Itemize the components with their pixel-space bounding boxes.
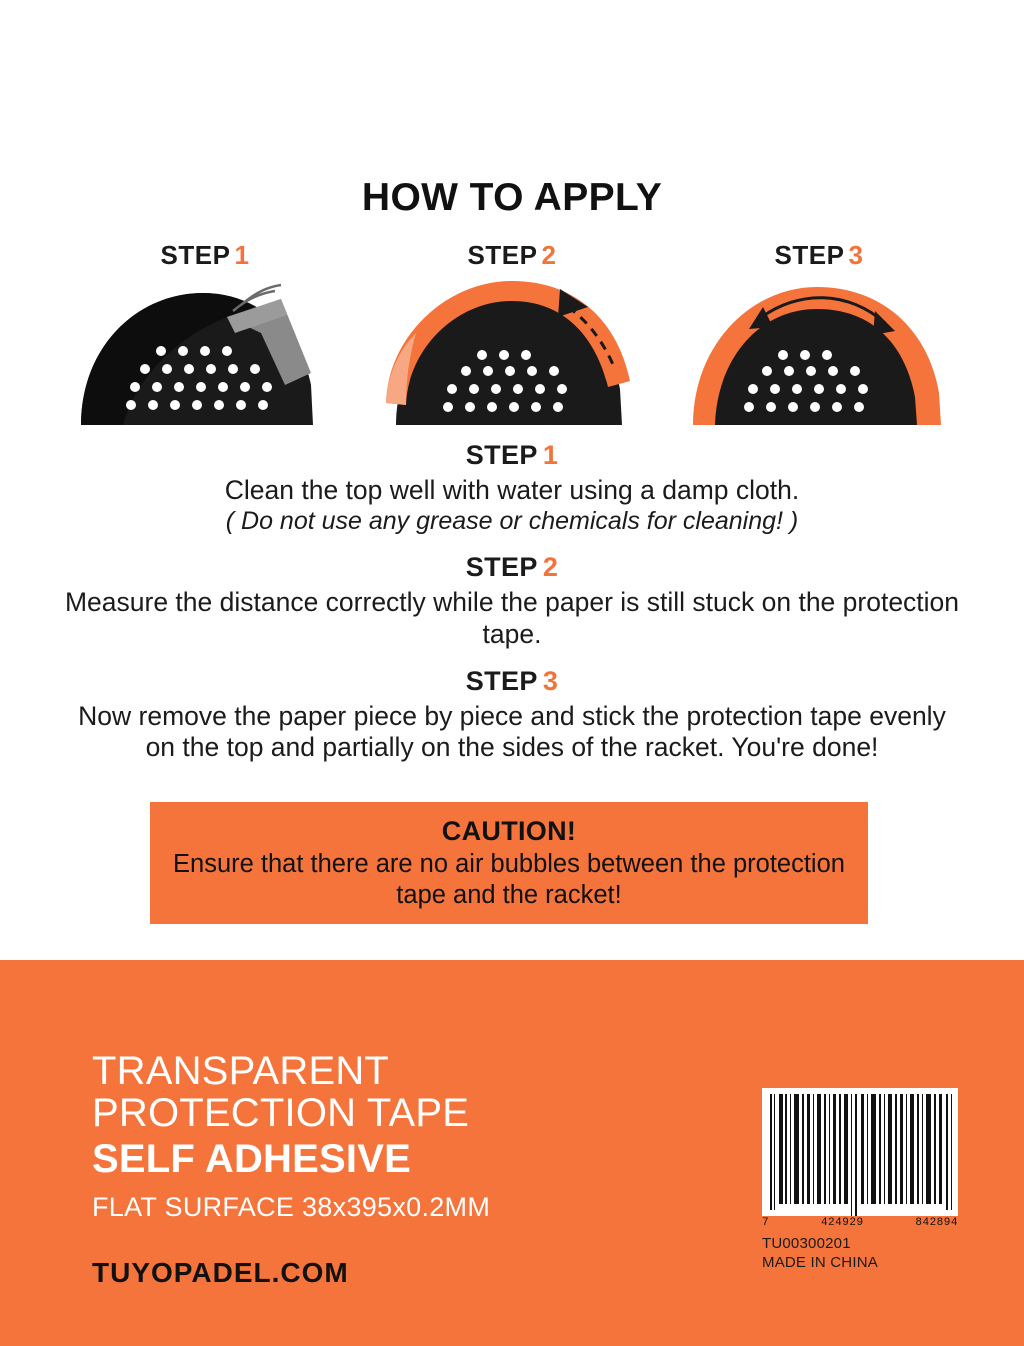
barcode-icon [762, 1088, 958, 1216]
instruction-step-1-heading [62, 440, 962, 471]
step-illustration-1-label: STEP [160, 240, 231, 270]
caution-banner [150, 802, 868, 924]
instruction-step-2-number: 2 [542, 552, 559, 583]
barcode-digit-left: 7 [762, 1217, 770, 1229]
instruction-step-2-heading [62, 552, 962, 583]
instructions-list [62, 440, 962, 779]
instruction-step-1-note: ( Do not use any grease or chemicals for cleaning! ) [225, 507, 799, 536]
barcode-digits [762, 1217, 958, 1229]
instruction-step-3-body: Now remove the paper piece by piece and stick the protection tape evenly on the top and partially on the sides of the racket. You're done! [78, 700, 946, 763]
racket-with-tape-applied-icon [689, 277, 949, 429]
barcode-digits-group1: 424929 [820, 1217, 864, 1229]
step-illustration-3 [674, 240, 964, 440]
instruction-step-2-label: STEP [465, 552, 538, 583]
barcode-block [762, 1088, 958, 1273]
page-title: HOW TO APPLY [361, 176, 663, 219]
instruction-step-1 [62, 440, 962, 536]
step-illustration-2-number: 2 [541, 240, 557, 270]
instruction-step-1-body: Clean the top well with water using a damp cloth. [224, 475, 800, 505]
step-illustration-3-caption [674, 240, 964, 271]
instruction-step-1-label: STEP [465, 440, 538, 470]
instruction-step-2 [62, 552, 962, 650]
step-illustration-1-caption [60, 240, 350, 271]
brand-website[interactable]: TUYOPADEL.COM [92, 1257, 349, 1288]
instruction-step-3-number: 3 [542, 665, 559, 696]
racket-with-tape-peeling-icon [382, 277, 642, 429]
hang-tab-area [0, 0, 1024, 140]
instruction-step-3-label: STEP [465, 665, 538, 696]
product-name-line3: SELF ADHESIVE [92, 1136, 411, 1181]
product-origin: MADE IN CHINA [762, 1253, 878, 1271]
instruction-step-3-heading [62, 666, 962, 697]
product-sku: TU00300201 [762, 1235, 851, 1252]
product-name-line2: PROTECTION TAPE [92, 1091, 470, 1136]
step-illustration-2-label: STEP [467, 240, 538, 270]
step-illustrations-row [60, 240, 964, 440]
step-illustration-2-caption [367, 240, 657, 271]
product-dimensions: FLAT SURFACE 38x395x0.2MM [92, 1191, 491, 1222]
step-illustration-3-label: STEP [774, 240, 845, 270]
barcode-digits-group2: 842894 [915, 1217, 958, 1229]
instruction-step-3 [62, 666, 962, 764]
caution-text: Ensure that there are no air bubbles between the protection tape and the racket! [173, 849, 845, 909]
hang-hole-icon [0, 0, 1024, 150]
instruction-step-1-number: 1 [542, 440, 559, 470]
step-illustration-1-number: 1 [234, 240, 250, 270]
product-name-line1: TRANSPARENT [92, 1049, 390, 1093]
product-title-block [92, 1050, 692, 1225]
step-illustration-3-number: 3 [848, 240, 864, 270]
racket-with-cloth-icon [75, 277, 335, 429]
caution-title: CAUTION! [441, 815, 577, 846]
instruction-step-2-body: Measure the distance correctly while the paper is still stuck on the protection tape. [64, 587, 960, 649]
step-illustration-1 [60, 240, 350, 440]
step-illustration-2 [367, 240, 657, 440]
